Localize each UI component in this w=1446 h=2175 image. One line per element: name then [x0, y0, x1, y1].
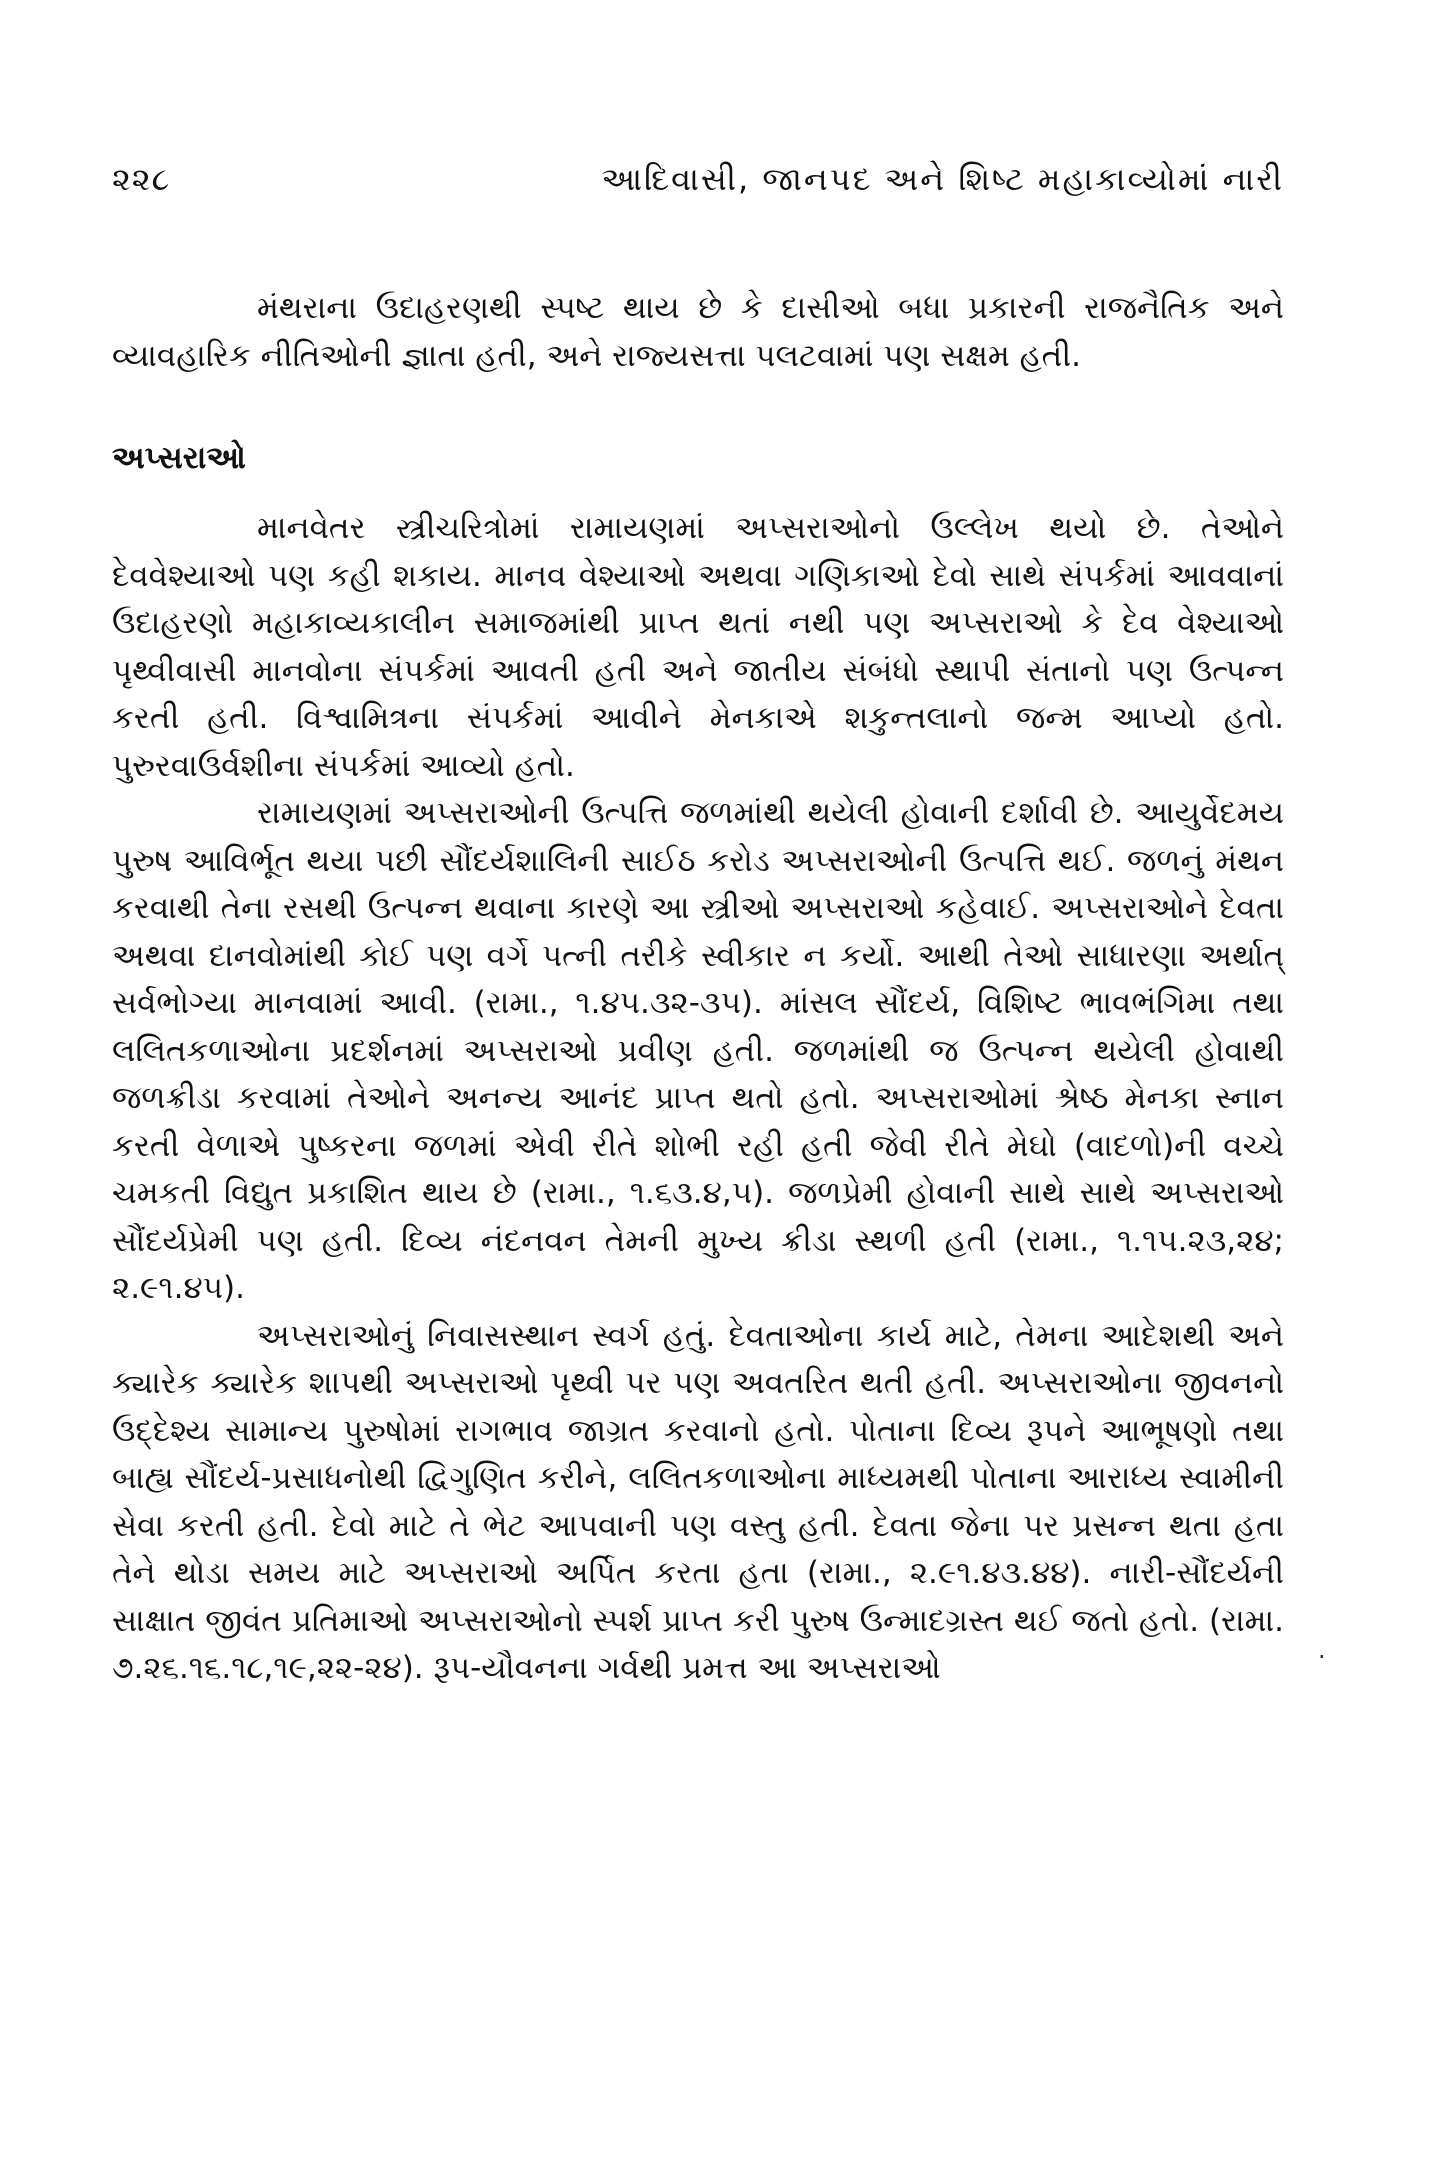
paragraph: માનવેતર સ્ત્રીચરિત્રોમાં રામાયણમાં અપ્સરાઓનો ઉલ્લેખ થયો છે. તેઓને દેવવેશ્યાઓ પણ કહી શકાય. માનવ વેશ્યાઓ અથવા ગણિકાઓ દેવો સાથે સંપર્કમાં આવવાનાં ઉદાહરણો મહાકાવ્યકાલીન સમાજમાંથી પ્રાપ્ત થતાં નથી પણ અપ્સરાઓ કે દેવ વેશ્યાઓ પૃથ્વીવાસી માનવોના સંપર્કમાં આવતી હતી અને જાતીય સંબંધો સ્થાપી સંતાનો પણ ઉત્પન્ન કરતી હતી. વિશ્વામિત્રના સંપર્કમાં આવીને મેનકાએ શકુન્તલાનો જન્મ આપ્યો હતો. પુરુરવાઉર્વશીના સંપર્કમાં આવ્યો હતો.: [112, 510, 1284, 784]
paragraph: અપ્સરાઓનું નિવાસસ્થાન સ્વર્ગ હતું. દેવતાઓના કાર્ય માટે, તેમના આદેશથી અને ક્યારેક ક્યારેક શાપથી અપ્સરાઓ પૃથ્વી પર પણ અવતરિત થતી હતી. અપ્સરાઓના જીવનનો ઉદ્દેશ્ય સામાન્ય પુરુષોમાં રાગભાવ જાગ્રત કરવાનો હતો. પોતાના દિવ્ય રૂપને આભૂષણો તથા બાહ્ય સૌંદર્ય-પ્રસાધનોથી દ્વિગુણિત કરીને, લલિતકળાઓના માધ્યમથી પોતાના આરાધ્ય સ્વામીની સેવા કરતી હતી. દેવો માટે તે ભેટ આપવાની પણ વસ્તુ હતી. દેવતા જેના પર પ્રસન્ન થતા હતા તેને થોડા સમય માટે અપ્સરાઓ અર્પિત કરતા હતા (રામા., ૨.૯૧.૪૩.૪૪). નારી-સૌંદર્યની સાક્ષાત જીવંત પ્રતિમાઓ અપ્સરાઓનો સ્પર્શ પ્રાપ્ત કરી પુરુષ ઉન્માદગ્રસ્ત થઈ જતો હતો. (રામા. ૭.૨૬.૧૬.૧૮,૧૯,૨૨-૨૪). રૂપ-યૌવનના ગર્વથી પ્રમત્ત આ અપ્સરાઓ: [112, 1317, 1284, 1686]
paragraph: રામાયણમાં અપ્સરાઓની ઉત્પત્તિ જળમાંથી થયેલી હોવાની દર્શાવી છે. આયુર્વેદમય પુરુષ આવિર્ભૂત થયા પછી સૌંદર્યશાલિની સાઈઠ કરોડ અપ્સરાઓની ઉત્પત્તિ થઈ. જળનું મંથન કરવાથી તેના રસથી ઉત્પન્ન થવાના કારણે આ સ્ત્રીઓ અપ્સરાઓ કહેવાઈ. અપ્સરાઓને દેવતા અથવા દાનવોમાંથી કોઈ પણ વર્ગે પત્ની તરીકે સ્વીકાર ન કર્યો. આથી તેઓ સાધારણા અર્થાત્ સર્વભોગ્યા માનવામાં આવી. (રામા., ૧.૪૫.૩૨-૩૫). માંસલ સૌંદર્ય, વિશિષ્ટ ભાવભંગિમા તથા લલિતકળાઓના પ્રદર્શનમાં અપ્સરાઓ પ્રવીણ હતી. જળમાંથી જ ઉત્પન્ન થયેલી હોવાથી જળક્રીડા કરવામાં તેઓને અનન્ય આનંદ પ્રાપ્ત થતો હતો. અપ્સરાઓમાં શ્રેષ્ઠ મેનકા સ્નાન કરતી વેળાએ પુષ્કરના જળમાં એવી રીતે શોભી રહી હતી જેવી રીતે મેઘો (વાદળો)ની વચ્ચે ચમકતી વિદ્યુત પ્રકાશિત થાય છે (રામા., ૧.૬૩.૪,૫). જળપ્રેમી હોવાની સાથે સાથે અપ્સરાઓ સૌંદર્યપ્રેમી પણ હતી. દિવ્ય નંદનવન તેમની મુખ્ય ક્રીડા સ્થળી હતી (રામા., ૧.૧૫.૨૩,૨૪; ૨.૯૧.૪૫).: [112, 795, 1284, 1306]
section-heading: અપ્સરાઓ: [112, 440, 246, 476]
page-number: ૨૨૮: [112, 160, 171, 198]
page-header: [112, 160, 1284, 210]
section-body: [112, 505, 1284, 1693]
running-title: આદિવાસી, જાનપદ અને શિષ્ટ મહાકાવ્યોમાં નારી: [601, 160, 1284, 198]
margin-speck: ·: [1318, 1643, 1326, 1671]
intro-paragraph-block: [112, 285, 1284, 380]
intro-paragraph: મંથરાના ઉદાહરણથી સ્પષ્ટ થાય છે કે દાસીઓ બધા પ્રકારની રાજનૈતિક અને વ્યાવહારિક નીતિઓની જ્ઞાતા હતી, અને રાજ્યસત્તા પલટવામાં પણ સક્ષમ હતી.: [112, 290, 1284, 374]
